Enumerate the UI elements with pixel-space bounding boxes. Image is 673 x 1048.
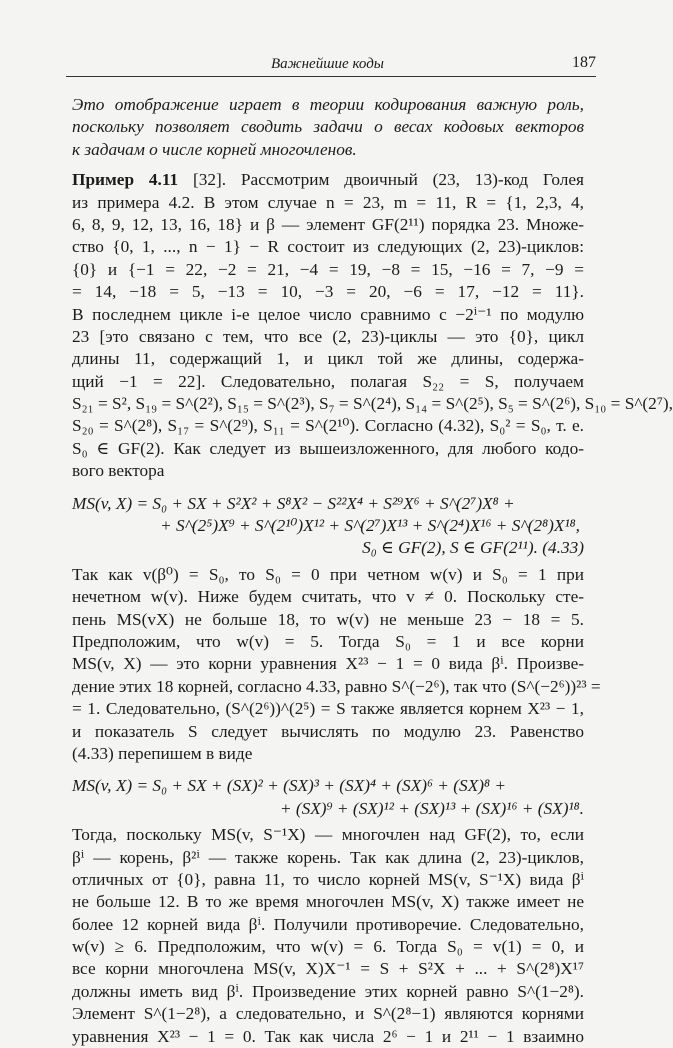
formula-ms [72, 775, 584, 820]
text-line: w(v) ≥ 6. Предположим, что w(v) = 6. Тогда S₀ = v(1) = 0, и [72, 937, 584, 957]
text-line: дение этих 18 корней, согласно 4.33, равно S^(−2⁶), так что (S^(−2⁶))²³ = [72, 676, 601, 696]
text-line: к задачам о числе корней многочленов. [72, 139, 357, 159]
text-line: щий −1 = 22]. Следовательно, полагая S₂₂ = S, получаем [72, 371, 584, 391]
text-line: все корни многочлена MS(v, X)X⁻¹ = S + S²X + ... + S^(2⁸)X¹⁷ [72, 959, 584, 979]
formula-line: MS(v, X) = S₀ + SX + (SX)² + (SX)³ + (SX)⁴ + (SX)⁶ + (SX)⁸ + [72, 776, 506, 796]
text-line: из примера 4.2. В этом случае n = 23, m = 11, R = {1, 2,3, 4, [72, 192, 584, 212]
text-line: (4.33) перепишем в виде [72, 743, 253, 763]
text-line: должны иметь вид βⁱ. Произведение этих корней равно S^(1−2⁸). [72, 981, 584, 1001]
text-line: S₂₁ = S², S₁₉ = S^(2²), S₁₅ = S^(2³), S₇ = S^(2⁴), S₁₄ = S^(2⁵), S₅ = S^(2⁶), S₁₀ = S^(2⁷), [72, 394, 673, 414]
body-paragraph [72, 824, 584, 1048]
text-line: длины 11, содержащий 1, и цикл той же длины, содержа- [72, 349, 584, 369]
intro-paragraph [72, 94, 584, 161]
formula-line: + S^(2⁵)X⁹ + S^(2¹⁰)X¹² + S^(2⁷)X¹³ + S^(2⁴)X¹⁶ + S^(2⁸)X¹⁸, [160, 516, 580, 536]
running-title: Важнейшие коды [271, 56, 384, 72]
text-line: поскольку позволяет сводить задачи о весах кодовых векторов [72, 117, 584, 137]
example-paragraph [72, 169, 673, 482]
text-line: Так как v(β⁰) = S₀, то S₀ = 0 при четном w(v) и S₀ = 1 при [72, 564, 584, 584]
formula-4-33 [72, 493, 584, 560]
text-line: MS(v, X) — это корни уравнения X²³ − 1 = 0 вида βⁱ. Произве- [72, 654, 584, 674]
text-line: нечетном w(v). Ниже будем считать, что v ≠ 0. Поскольку сте- [72, 587, 584, 607]
text-line [72, 169, 584, 191]
text-line: не больше 12. В то же время многочлен MS(v, X) также имеет не [72, 892, 584, 912]
text-line: пень MS(vX) не больше 18, то w(v) не меньше 23 − 18 = 5. [72, 609, 584, 629]
header-rule [66, 76, 596, 77]
text-line: = 14, −18 = 5, −13 = 10, −3 = 20, −6 = 17, −12 = 11}. [72, 282, 584, 302]
page-number: 187 [572, 54, 596, 71]
page-body [72, 94, 673, 1048]
text-line: уравнения X²³ − 1 = 0. Так как числа 2⁶ − 1 и 2¹¹ − 1 взаимно [72, 1026, 584, 1046]
text-line: и показатель S следует вычислять по модулю 23. Равенство [72, 721, 584, 741]
text-line: ство {0, 1, ..., n − 1} − R состоит из следующих (2, 23)-циклов: [72, 237, 584, 257]
text-line: Элемент S^(1−2⁸), а следовательно, и S^(2⁸−1) являются корнями [72, 1004, 584, 1024]
text-line: = 1. Следовательно, (S^(2⁶))^(2⁵) = S также является корнем X²³ − 1, [72, 699, 584, 719]
formula-line: MS(v, X) = S₀ + SX + S²X² + S⁸X² − S²²X⁴ + S²⁹X⁶ + S^(2⁷)X⁸ + [72, 493, 515, 513]
text-line: S₀ ∈ GF(2). Как следует из вышеизложенного, для любого кодо- [72, 438, 584, 458]
text-line: отличных от {0}, равна 11, то число корней MS(v, S⁻¹X) вида βⁱ [72, 869, 584, 889]
text-line: {0} и {−1 = 22, −2 = 21, −4 = 19, −8 = 15, −16 = 7, −9 = [72, 259, 584, 279]
text-line: 6, 8, 9, 12, 13, 16, 18} и β — элемент GF(2¹¹) порядка 23. Множе- [72, 214, 584, 234]
text-line: Это отображение играет в теории кодирования важную роль, [72, 95, 584, 114]
text-line: Тогда, поскольку MS(v, S⁻¹X) — многочлен над GF(2), то, если [72, 825, 584, 845]
text-line: S₂₀ = S^(2⁸), S₁₇ = S^(2⁹), S₁₁ = S^(2¹⁰). Согласно (4.32), S₀² = S₀, т. е. [72, 416, 584, 436]
body-paragraph [72, 564, 601, 766]
text-line: В последнем цикле i-е целое число сравнимо с −2ⁱ⁻¹ по модулю [72, 304, 584, 324]
formula-line: S₀ ∈ GF(2), S ∈ GF(2¹¹). (4.33) [362, 538, 584, 558]
text-line: 23 [это связано с тем, что все (2, 23)-циклы — это {0}, цикл [72, 326, 584, 346]
text-line: более 12 корней вида βⁱ. Получили противоречие. Следовательно, [72, 914, 584, 934]
text-line: βⁱ — корень, β²ⁱ — также корень. Так как длина (2, 23)-циклов, [72, 847, 584, 867]
text-span: [32]. Рассмотрим двоичный (23, 13)-код Голея [178, 170, 584, 190]
formula-line: + (SX)⁹ + (SX)¹² + (SX)¹³ + (SX)¹⁶ + (SX)¹⁸. [279, 798, 584, 818]
page-header [66, 52, 596, 78]
example-label: Пример 4.11 [72, 170, 179, 190]
text-line: вого вектора [72, 461, 165, 481]
text-line: Предположим, что w(v) = 5. Тогда S₀ = 1 и все корни [72, 631, 584, 651]
